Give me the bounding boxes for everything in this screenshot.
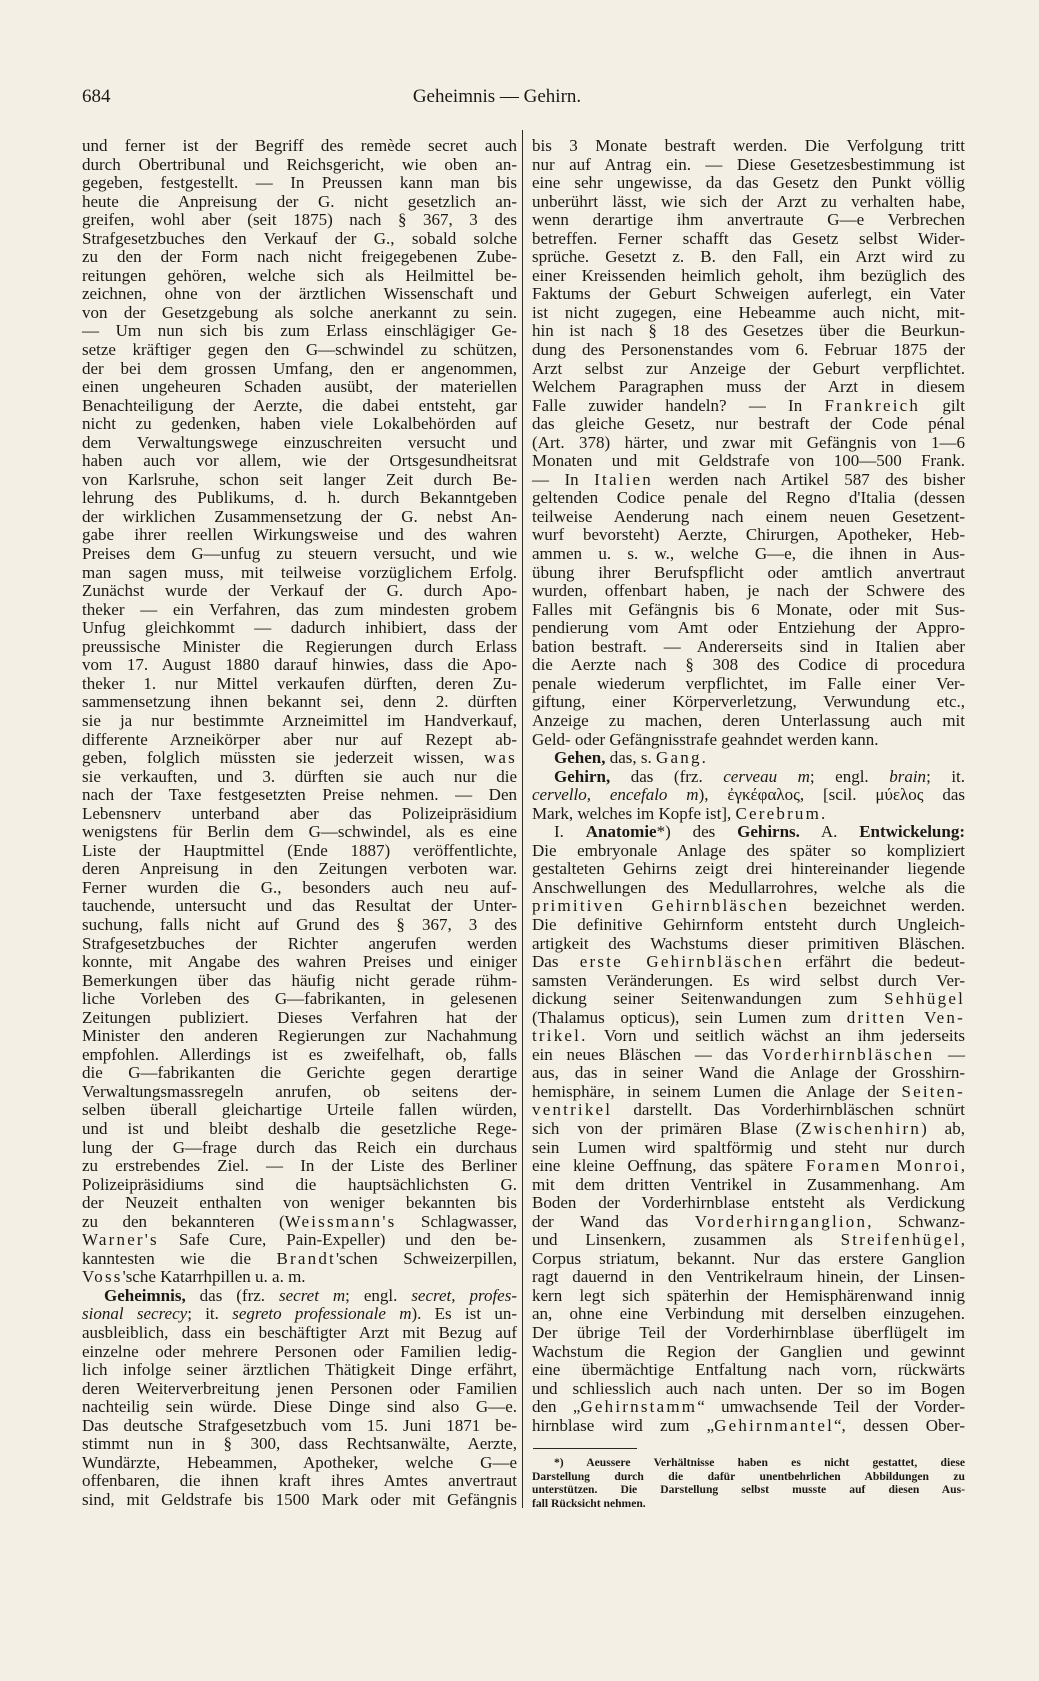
text-line bbox=[82, 1213, 517, 1232]
text-line: sind, mit Geldstrafe bis 1500 Mark oder mit Gefängnis bbox=[82, 1489, 517, 1509]
text-run: kanntesten wie die bbox=[82, 1248, 277, 1268]
text-line bbox=[532, 1009, 965, 1028]
spaced-emphasis: erste Gehirnbläschen bbox=[579, 952, 784, 972]
page-number: 684 bbox=[82, 86, 111, 107]
right-column bbox=[532, 137, 965, 1435]
text-line: dung des Personenstandes vom 6. Februar 1875 der bbox=[532, 340, 965, 360]
text-line: Benachteiligung der Aerzte, die dabei entsteht, gar bbox=[82, 395, 517, 415]
text-line: Lebensnerv unterband aber das Polizeipräsidium bbox=[82, 803, 517, 823]
text-line: Wachstum die Region der Ganglien und gewinnt bbox=[532, 1341, 965, 1361]
column-divider bbox=[522, 130, 523, 1508]
text-line bbox=[532, 786, 965, 805]
text-run: ; engl. bbox=[345, 1285, 412, 1305]
text-run: dickung seiner Seitenwandungen zum bbox=[532, 989, 885, 1009]
text-run: ein neues Bläschen — das bbox=[532, 1044, 762, 1064]
italic-text: sional secrecy bbox=[82, 1304, 188, 1324]
text-line: kern legt sich späterhin der Hemisphärenwand innig bbox=[532, 1285, 965, 1305]
spaced-emphasis: Cerebrum. bbox=[735, 803, 828, 823]
italic-text: segreto professionale m bbox=[232, 1304, 412, 1324]
spaced-emphasis: was bbox=[483, 748, 517, 768]
text-run: Falle zuwider handeln? — In bbox=[532, 395, 825, 415]
text-line: nur auf Antrag ein. — Diese Gesetzesbestimmung ist bbox=[532, 154, 965, 174]
italic-text: brain bbox=[889, 766, 927, 786]
text-line: gabe ihrer reellen Wirkungsweise und des wahren bbox=[82, 525, 517, 545]
text-line: übung ihrer Berufspflicht oder amtlich anvertraut bbox=[532, 562, 965, 582]
text-run: den „ bbox=[532, 1397, 581, 1417]
spaced-emphasis: Weissmann's bbox=[284, 1211, 397, 1231]
text-run: das, s. bbox=[605, 748, 657, 768]
text-line: Monaten und mit Geldstrafe von 100—500 Frank. bbox=[532, 451, 965, 471]
text-line: greifen, wohl aber (seit 1875) nach § 367, 3 des bbox=[82, 210, 517, 230]
text-line: konnte, mit Angabe des wahren Preises und einiger bbox=[82, 952, 517, 972]
spaced-emphasis: Warner's bbox=[82, 1230, 159, 1250]
text-line: geltenden Codice penale del Regno d'Italia (dessen bbox=[532, 488, 965, 508]
text-run: *) des bbox=[656, 822, 738, 842]
text-line: und ist und bleibt deshalb die gesetzliche Rege- bbox=[82, 1118, 517, 1138]
text-line: sammensetzung ihnen bekannt sei, denn 2. dürften bbox=[82, 692, 517, 712]
text-line: gestalteten Gehirns zeigt drei hintereinander liegende bbox=[532, 859, 965, 879]
text-line bbox=[532, 1120, 965, 1139]
text-line: lehrung des Publikums, d. h. durch Bekanntgeben bbox=[82, 488, 517, 508]
text-line bbox=[532, 1083, 965, 1102]
text-run: hirnblase wird zum „ bbox=[532, 1415, 715, 1435]
text-line: Polizeipräsidiums sind die hauptsächlichsten G. bbox=[82, 1174, 517, 1194]
text-line: wurden, offenbart haben, je nach der Schwere des bbox=[532, 581, 965, 601]
text-line: sie ja nur bestimmte Arzneimittel im Handverkauf, bbox=[82, 710, 517, 730]
bold-term: Gehirns. bbox=[737, 822, 800, 842]
text-run: 'sche Katarrhpillen u. a. m. bbox=[122, 1267, 306, 1287]
text-line: mit dem dritten Ventrikel in Zusammenhang. Am bbox=[532, 1174, 965, 1194]
text-line bbox=[532, 397, 965, 416]
spaced-emphasis: Italien bbox=[594, 469, 653, 489]
text-line bbox=[532, 953, 965, 972]
text-line: Anzeige zu machen, deren Unterlassung auch mit bbox=[532, 710, 965, 730]
spaced-emphasis: Seiten- bbox=[901, 1081, 965, 1101]
text-line: Das deutsche Strafgesetzbuch vom 15. Juni 1871 be- bbox=[82, 1415, 517, 1435]
text-line: Boden der Vorderhirnblase entsteht als Verdickung bbox=[532, 1193, 965, 1213]
text-run: sich von der primären Blase ( bbox=[532, 1118, 802, 1138]
text-line bbox=[532, 1157, 965, 1176]
text-run: — bbox=[934, 1044, 965, 1064]
text-run: ; it. bbox=[187, 1304, 233, 1324]
text-run: “, dessen Ober- bbox=[834, 1415, 965, 1435]
text-line: das gleiche Gesetz, nur bestraft der Code pénal bbox=[532, 414, 965, 434]
running-head: Geheimnis — Gehirn. bbox=[412, 86, 582, 107]
text-line: zu erstrebendes Ziel. — In der Liste des Berliner bbox=[82, 1156, 517, 1176]
text-line: durch Obertribunal und Reichsgericht, wie oben an- bbox=[82, 154, 517, 174]
spaced-emphasis: Brandt bbox=[276, 1248, 336, 1268]
text-line: zu den der Form nach nicht freigegebenen Zube- bbox=[82, 247, 517, 267]
text-run: ), ἐγκέφαλος, [scil. μύελος das bbox=[698, 785, 965, 805]
text-line bbox=[532, 1213, 965, 1232]
text-run: gilt bbox=[920, 395, 966, 415]
text-line: Unfug gleichkommt — dadurch inhibiert, dass der bbox=[82, 618, 517, 638]
text-line bbox=[532, 1231, 965, 1250]
text-line: preussische Minister die Regierungen durch Erlass bbox=[82, 636, 517, 656]
text-line: sprüche. Gesetzt z. B. den Fall, ein Arzt wird zu bbox=[532, 247, 965, 267]
text-line: Falles mit Gefängnis bis 6 Monate, oder mit Sus- bbox=[532, 599, 965, 619]
text-line bbox=[532, 805, 965, 824]
text-line: heute die Anpreisung der G. nicht gesetzlich an- bbox=[82, 191, 517, 211]
spaced-emphasis: ventrikel bbox=[532, 1100, 613, 1120]
text-line bbox=[82, 1250, 517, 1269]
text-line: ausbleiblich, dass ein beschäftigter Arzt mit Bezug auf bbox=[82, 1323, 517, 1342]
text-line: dem Verwaltungswege einzuschreiten versucht und bbox=[82, 432, 517, 452]
text-run: bezeichnet werden. bbox=[789, 896, 965, 916]
text-line: giftung, einer Körperverletzung, Verwundung etc., bbox=[532, 692, 965, 712]
text-run: Das bbox=[532, 952, 580, 972]
italic-text: cerveau m bbox=[723, 766, 810, 786]
text-run: zu den bekannteren ( bbox=[82, 1211, 285, 1231]
text-line: nachteilig sein würde. Diese Dinge sind also G—e. bbox=[82, 1397, 517, 1417]
text-line: ragt dauernd in den Ventrikelraum hinein, der Linsen- bbox=[532, 1267, 965, 1287]
spaced-emphasis: primitiven Gehirnbläschen bbox=[532, 896, 790, 916]
text-run: Schlagwasser, bbox=[396, 1211, 517, 1231]
text-line: Zunächst wurde der Verkauf der G. durch Apo- bbox=[82, 581, 517, 601]
footnote-rule bbox=[533, 1448, 637, 1449]
text-line: Anschwellungen des Medullarrohres, welche als die bbox=[532, 877, 965, 897]
text-line: reitungen gehören, welche sich als Heilmittel be- bbox=[82, 265, 517, 285]
text-line: lung der G—frage durch das Reich ein durchaus bbox=[82, 1137, 517, 1157]
text-line: Strafgesetzbuches der Richter angerufen werden bbox=[82, 933, 517, 953]
text-line: der Neuzeit enthalten von weniger bekannten bis bbox=[82, 1193, 517, 1213]
text-line: aus, das in seiner Wand die Anlage der Grosshirn- bbox=[532, 1063, 965, 1083]
text-line bbox=[82, 749, 517, 768]
text-run: “ umwachsende Teil der Vorder- bbox=[697, 1397, 966, 1417]
text-line: Die embryonale Anlage des später so kompliziert bbox=[532, 840, 965, 860]
text-line: Minister den anderen Regierungen zur Nachahmung bbox=[82, 1026, 517, 1046]
text-line: und schliesslich auch nach unten. Der so im Bogen bbox=[532, 1378, 965, 1398]
text-line bbox=[82, 1287, 517, 1306]
text-line: Der übrige Teil der Vorderhirnblase überflügelt im bbox=[532, 1323, 965, 1342]
text-run: der Wand das bbox=[532, 1211, 695, 1231]
text-run: das (frz. bbox=[610, 766, 724, 786]
text-line: eine sehr ungewisse, da das Gesetz den Punkt völlig bbox=[532, 173, 965, 193]
left-column bbox=[82, 137, 517, 1509]
text-run: geben, folglich müssten sie jederzeit wissen, bbox=[82, 748, 484, 768]
spaced-emphasis: Frankreich bbox=[824, 395, 921, 415]
text-line: liche Vorleben des G—fabrikanten, in gelesenen bbox=[82, 989, 517, 1009]
text-run: I. bbox=[554, 822, 586, 842]
text-line: Corpus striatum, bekannt. Nur das erstere Ganglion bbox=[532, 1248, 965, 1268]
text-line: nach der Taxe festgesetzten Preise nehmen. — Den bbox=[82, 785, 517, 805]
italic-text: cervello, encefalo m bbox=[532, 785, 699, 805]
text-run: ). Es ist un- bbox=[411, 1304, 517, 1324]
text-line: Preises dem G—unfug zu steuern versucht, und wie bbox=[82, 544, 517, 564]
spaced-emphasis: Foramen Monroi bbox=[805, 1156, 961, 1176]
text-line: suchung, falls nicht auf Grund des § 367, 3 des bbox=[82, 914, 517, 934]
text-line: ist nicht zugegen, eine Hebeamme auch nicht, mit- bbox=[532, 302, 965, 322]
text-line bbox=[532, 471, 965, 490]
text-line: bation bestraft. — Andererseits sind in Italien aber bbox=[532, 636, 965, 656]
bold-term: Geheimnis, bbox=[104, 1285, 186, 1305]
text-run: und Linsenkern, zusammen als bbox=[532, 1230, 841, 1250]
text-line bbox=[532, 1101, 965, 1120]
text-line: hin ist nach § 18 des Gesetzes über die Beurkun- bbox=[532, 321, 965, 341]
text-line: und ferner ist der Begriff des remède secret auch bbox=[82, 136, 517, 155]
text-line: Strafgesetzbuches den Verkauf der G., sobald solche bbox=[82, 228, 517, 248]
bold-term: Entwickelung: bbox=[859, 822, 965, 842]
text-run: 'schen Schweizerpillen, bbox=[335, 1248, 517, 1268]
text-line: die Aerzte nach § 308 des Codice di procedura bbox=[532, 655, 965, 675]
footnote-line: Darstellung durch die dafür unentbehrlichen Abbildungen zu bbox=[532, 1469, 965, 1483]
text-line: haben auch vor allem, wie der Ortsgesundheitsrat bbox=[82, 451, 517, 471]
text-line: Arzt selbst zur Anzeige der Geburt verpflichtet. bbox=[532, 358, 965, 378]
text-line: artigkeit des Wachstums dieser primitiven Bläschen. bbox=[532, 933, 965, 953]
spaced-emphasis: Gehirnmantel bbox=[714, 1415, 835, 1435]
text-run: , bbox=[960, 1156, 965, 1176]
text-run: ; engl. bbox=[809, 766, 890, 786]
text-line: Welchem Paragraphen muss der Arzt in diesem bbox=[532, 377, 965, 397]
bold-term: Gehirn, bbox=[554, 766, 611, 786]
text-line: Zeitungen publiziert. Dieses Verfahren hat der bbox=[82, 1007, 517, 1027]
text-line: — Um nun sich bis zum Erlass einschlägiger Ge- bbox=[82, 321, 517, 341]
text-line: Geld- oder Gefängnisstrafe geahndet werden kann. bbox=[532, 729, 879, 749]
text-line: differente Arzneikörper aber nur auf Rezept ab- bbox=[82, 729, 517, 749]
spaced-emphasis: Vorderhirnbläschen bbox=[761, 1044, 935, 1064]
text-line: einen ungeheuren Schaden ausübt, der materiellen bbox=[82, 377, 517, 397]
text-line: Bemerkungen über das häufig nicht gerade rühm- bbox=[82, 970, 517, 990]
text-line: deren Weiterverbreitung jenen Personen oder Familien bbox=[82, 1378, 517, 1398]
text-line bbox=[82, 1231, 517, 1250]
text-line: pendierung vom Amt oder Entziehung der Appro- bbox=[532, 618, 965, 638]
spaced-emphasis: Gehirnstamm bbox=[580, 1397, 698, 1417]
text-line: penale wiederum verpflichtet, im Falle einer Ver- bbox=[532, 673, 965, 693]
text-line: lich infolge seiner ärztlichen Thätigkeit Dinge erfährt, bbox=[82, 1360, 517, 1380]
text-run: A. bbox=[799, 822, 860, 842]
text-line: der bei dem grossen Umfang, den er angenommen, bbox=[82, 358, 517, 378]
text-run: , Schwanz- bbox=[867, 1211, 965, 1231]
text-line: setze kräftiger gegen den G—schwindel zu schützen, bbox=[82, 340, 517, 360]
text-line: einzelne oder mehrere Personen oder Familien ledig- bbox=[82, 1341, 517, 1361]
text-line: gegeben, festgestellt. — In Preussen kann man bis bbox=[82, 173, 517, 193]
footnote-line: *) Aeussere Verhältnisse haben es nicht gestattet, diese bbox=[554, 1456, 965, 1469]
text-line bbox=[532, 823, 965, 842]
text-line: stimmt nun in § 300, dass Rechtsanwälte, Aerzte, bbox=[82, 1434, 517, 1454]
text-line: zeichnen, ohne von der ärztlichen Wissenschaft und bbox=[82, 284, 517, 304]
text-run: das (frz. bbox=[185, 1285, 279, 1305]
footnote-line: fall Rücksicht nehmen. bbox=[532, 1496, 646, 1510]
text-line: sie verkauften, und 3. dürften sie auch nur die bbox=[82, 766, 517, 786]
text-line: sein Lumen wird spaltförmig und steht nur durch bbox=[532, 1137, 965, 1157]
text-run: Vorn und seitlich wächst an ihm jederseits bbox=[587, 1026, 965, 1046]
text-line bbox=[532, 1398, 965, 1417]
bold-term: Gehen, bbox=[554, 748, 606, 768]
text-line: der wirklichen Zusammensetzung der G. nebst An- bbox=[82, 506, 517, 526]
text-line: teilweise Aenderung nach einem neuen Gesetzent- bbox=[532, 506, 965, 526]
spaced-emphasis: Sehhügel bbox=[884, 989, 965, 1009]
text-line bbox=[82, 1305, 517, 1324]
text-line: empfohlen. Allerdings ist es zweifelhaft, ob, falls bbox=[82, 1044, 517, 1064]
text-line: Ferner wurden die G., besonders auch neu auf- bbox=[82, 877, 517, 897]
text-line: wurf bevorsteht) Aerzte, Chirurgen, Apotheker, Heb- bbox=[532, 525, 965, 545]
text-line: von der Gesetzgebung als solche anerkannt zu sein. bbox=[82, 302, 517, 322]
text-line: nicht zu gedenken, haben viele Lokalbehörden auf bbox=[82, 414, 517, 434]
spaced-emphasis: Vorderhirnganglion bbox=[694, 1211, 868, 1231]
bold-term: Anatomie bbox=[585, 822, 657, 842]
text-run: eine kleine Oeffnung, das spätere bbox=[532, 1156, 806, 1176]
italic-text: secret, profes- bbox=[411, 1285, 517, 1305]
text-run: hemisphäre, in seinem Lumen die Anlage der bbox=[532, 1081, 902, 1101]
text-run: werden nach Artikel 587 des bisher bbox=[652, 469, 965, 489]
text-run: erfährt die bedeut- bbox=[783, 952, 965, 972]
text-line: Die definitive Gehirnform entsteht durch Ungleich- bbox=[532, 914, 965, 934]
spaced-emphasis: dritten Ven- bbox=[846, 1007, 965, 1027]
text-line: betreffen. Ferner schafft das Gesetz selbst Wider- bbox=[532, 228, 965, 248]
text-line: Liste der Hauptmittel (Ende 1887) veröffentlichte, bbox=[82, 840, 517, 860]
text-line bbox=[82, 1268, 517, 1287]
text-line: die G—fabrikanten die Gerichte gegen derartige bbox=[82, 1063, 517, 1083]
footnote-line: unterstützen. Die Darstellung selbst musste auf diesen Aus- bbox=[532, 1483, 965, 1496]
text-line: man sagen muss, mit teilweise vorzüglichem Erfolg. bbox=[82, 562, 517, 582]
text-line bbox=[532, 1027, 965, 1046]
text-run: Safe Cure, Pain-Expeller) und den be- bbox=[158, 1230, 517, 1250]
spaced-emphasis: Zwischenhirn bbox=[801, 1118, 922, 1138]
text-line: eine übermächtige Entfaltung nach vorn, rückwärts bbox=[532, 1360, 965, 1380]
text-run: , bbox=[960, 1230, 965, 1250]
text-run: (Thalamus opticus), sein Lumen zum bbox=[532, 1007, 847, 1027]
spaced-emphasis: Voss bbox=[82, 1267, 123, 1287]
text-line: selben überall gleichartige Urteile fallen würden, bbox=[82, 1100, 517, 1120]
text-line: tauchende, untersucht und das Resultat der Unter- bbox=[82, 896, 517, 916]
text-line: einer Kreissenden heimlich geholt, ihm bezüglich des bbox=[532, 265, 965, 285]
text-line: offenbaren, die ihnen kraft ihres Amtes anvertraut bbox=[82, 1471, 517, 1491]
text-line: bis 3 Monate bestraft werden. Die Verfolgung tritt bbox=[532, 136, 965, 155]
text-line bbox=[532, 749, 965, 768]
text-line: von Karlsruhe, schon seit langer Zeit durch Be- bbox=[82, 469, 517, 489]
italic-text: secret m bbox=[278, 1285, 346, 1305]
text-line: theker — ein Verfahren, das zum mindesten grobem bbox=[82, 599, 517, 619]
text-line: unberührt lässt, wie sich der Arzt zu verhalten habe, bbox=[532, 191, 965, 211]
text-line: ammen u. s. w., welche G—e, die ihnen in Aus- bbox=[532, 544, 965, 564]
text-line bbox=[532, 990, 965, 1009]
text-line bbox=[532, 1417, 965, 1436]
text-run: ) ab, bbox=[921, 1118, 965, 1138]
text-line: Wundärzte, Hebeammen, Apotheker, welche G—e bbox=[82, 1452, 517, 1472]
spaced-emphasis: Streifenhügel bbox=[840, 1230, 961, 1250]
spaced-emphasis: trikel. bbox=[532, 1026, 588, 1046]
text-line: wenn derartige ihm anvertraute G—e Verbrechen bbox=[532, 210, 965, 230]
text-run: ; it. bbox=[926, 766, 966, 786]
text-line: theker 1. nur Mittel verkaufen dürften, deren Zu- bbox=[82, 673, 517, 693]
text-line: Faktums der Geburt Schweigen auferlegt, ein Vater bbox=[532, 284, 965, 304]
text-line: wenigstens für Berlin dem G—schwindel, als es eine bbox=[82, 822, 517, 842]
text-line: (Art. 378) härter, und zwar mit Gefängnis von 1—6 bbox=[532, 432, 965, 452]
text-line: vom 17. August 1880 darauf hinwies, dass die Apo- bbox=[82, 655, 517, 675]
text-run: — In bbox=[532, 469, 595, 489]
text-line bbox=[532, 1046, 965, 1065]
footnote bbox=[532, 1456, 965, 1510]
text-line bbox=[532, 768, 965, 787]
text-run: Mark, welches im Kopfe ist], bbox=[532, 803, 736, 823]
text-line: Verwaltungsmassregeln anrufen, ob seitens der- bbox=[82, 1081, 517, 1101]
text-line: an, ohne eine Verbindung mit derselben einzugehen. bbox=[532, 1304, 965, 1324]
text-line bbox=[532, 897, 965, 916]
text-run: darstellt. Das Vorderhirnbläschen schnürt bbox=[612, 1100, 965, 1120]
text-line: samsten Veränderungen. Es wird selbst durch Ver- bbox=[532, 970, 965, 990]
text-line: deren Anpreisung in den Zeitungen verboten war. bbox=[82, 859, 517, 879]
spaced-emphasis: Gang. bbox=[656, 748, 709, 768]
